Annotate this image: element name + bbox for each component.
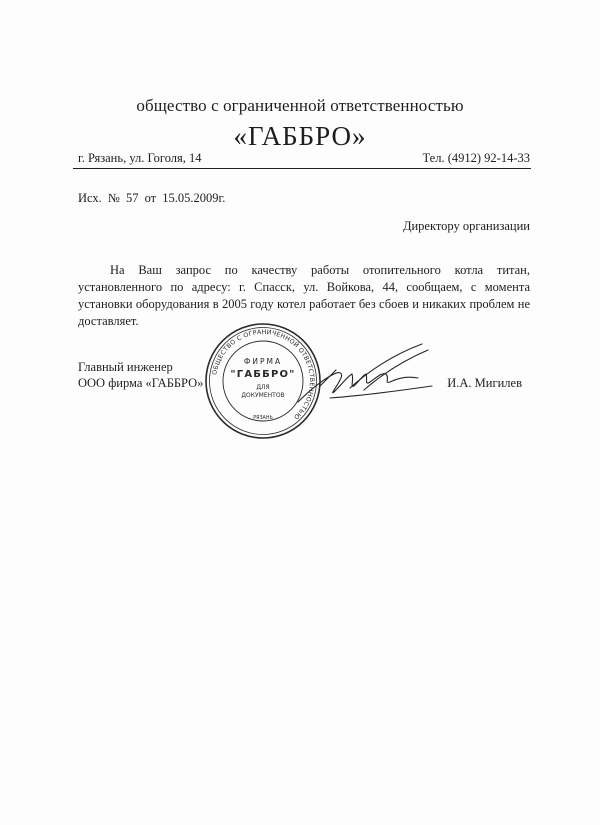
signer-organization: ООО фирма «ГАББРО» [78, 376, 204, 390]
seal-purpose-line1: ДЛЯ [256, 384, 270, 391]
seal-firm-label: ФИРМА [243, 357, 283, 366]
seal-ring-text: ОБЩЕСТВО С ОГРАНИЧЕННОЙ ОТВЕТСТВЕННОСТЬЮ [211, 328, 316, 421]
header-divider [73, 168, 531, 169]
seal-city: РЯЗАНЬ [253, 416, 273, 421]
company-legal-form: общество с ограниченной ответственностью [136, 96, 464, 115]
recipient-line: Директору организации [402, 219, 530, 233]
company-phone: Тел. (4912) 92-14-33 [422, 151, 530, 165]
letter-body: На Ваш запрос по качеству работы отопительного котла титан, установленного по адресу: г. Спасск, ул. Войкова, 44, сообщаем, с момента установки оборудования в 2005 году котел работает без сбоев и никаких проблем не доставляет. [78, 263, 530, 328]
seal-purpose-line2: ДОКУМЕНТОВ [241, 392, 285, 399]
outgoing-number: Исх. № 57 от 15.05.2009г. [78, 191, 226, 205]
signer-name: И.А. Мигилев [447, 376, 522, 390]
handwritten-signature [290, 340, 440, 415]
seal-firm-name: "ГАББРО" [230, 369, 296, 380]
company-name: «ГАББРО» [233, 121, 367, 151]
company-address: г. Рязань, ул. Гоголя, 14 [78, 151, 202, 165]
signer-position: Главный инженер [78, 360, 173, 374]
